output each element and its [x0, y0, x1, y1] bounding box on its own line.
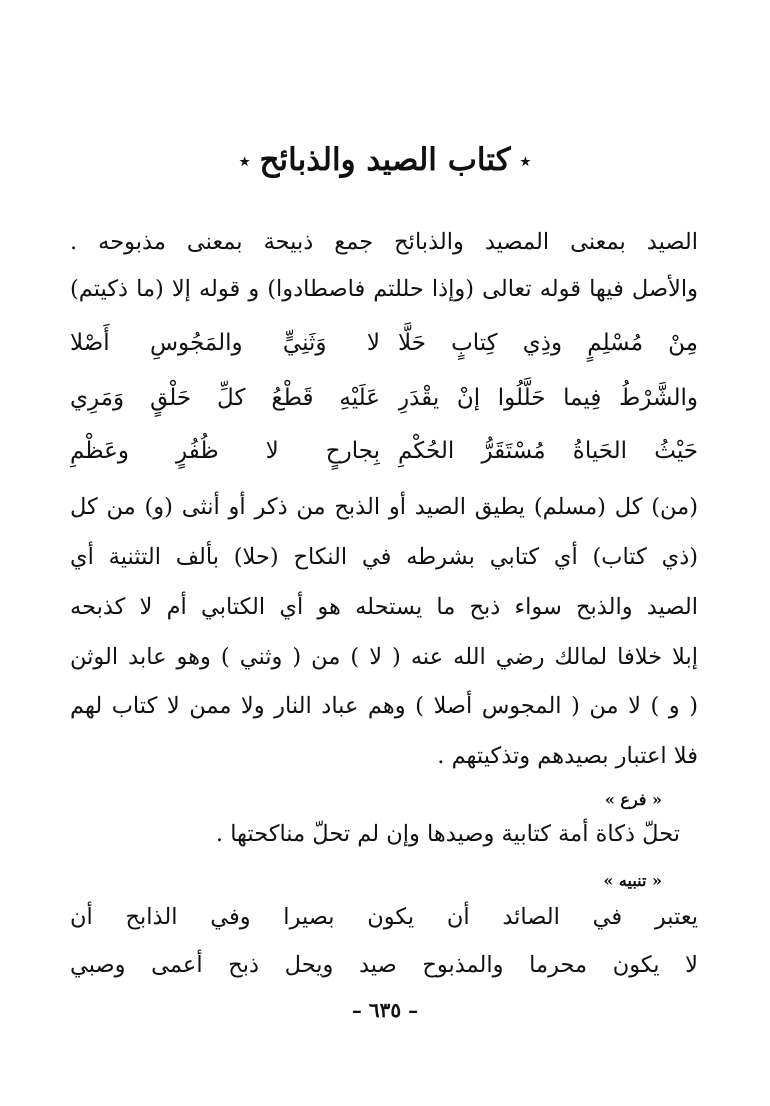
verse-2 [70, 375, 698, 421]
verse-3 [70, 428, 698, 474]
intro-line-2: والأصل فيها قوله تعالى (وإذا حللتم فاصطادوا) و قوله إلا (ما ذكيتم) [70, 276, 698, 302]
branch-heading: « فرع » [604, 790, 662, 809]
branch-text: تحلّ ذكاة أمة كتابية وصيدها وإن لم تحلّ مناكحتها . [215, 821, 680, 847]
verse-2-second-hemistich: عَلَيْهِ قَطْعُ كلِّ حَلْقٍ وَمَرِي [70, 385, 380, 411]
verse-3-second-hemistich: بِجارحٍ لا ظُفُرٍ وعَظْمِ [70, 438, 380, 464]
star-ornament-left: ٭ [239, 151, 250, 172]
commentary-line-3: الصيد والذبح سواء ذبح ما يستحله هو أي الكتابي أم لا كذبحه [70, 594, 698, 620]
verse-1-second-hemistich: لا وَثَنِيٍّ والمَجُوسِ أَصْلا [70, 330, 380, 356]
verse-3-first-hemistich: حَيْثُ الحَياةُ مُسْتَقَرُّ الحُكْمِ [398, 438, 698, 464]
commentary-line-4: إبلا خلافا لمالك رضي الله عنه ( لا ) من ( وثني ) وهو عابد الوثن [70, 644, 698, 670]
verse-2-first-hemistich: والشَّرْطُ فِيما حَلَّلُوا إنْ يقْدَرِ [398, 385, 698, 411]
intro-line-1: الصيد بمعنى المصيد والذبائح جمع ذبيحة بمعنى مذبوحه . [70, 229, 698, 255]
page-number: – ٦٣٥ – [351, 998, 419, 1022]
verse-1 [70, 320, 698, 366]
commentary-line-5: ( و ) لا من ( المجوس أصلا ) وهم عباد النار ولا ممن لا كتاب لهم [70, 693, 698, 719]
notice-line-2: لا يكون محرما والمذبوح صيد ويحل ذبح أعمى وصبي [70, 952, 698, 978]
notice-line-1: يعتبر في الصائد أن يكون بصيرا وفي الذابح أن [70, 904, 698, 930]
notice-heading: « تنبيه » [603, 871, 662, 890]
star-ornament-right: ٭ [520, 151, 531, 172]
commentary-line-6: فلا اعتبار بصيدهم وتذكيتهم . [437, 743, 698, 769]
commentary-line-2: (ذي كتاب) أي كتابي بشرطه في النكاح (حلا) بألف التثنية أي [70, 544, 698, 570]
chapter-title-text: كتاب الصيد والذبائح [259, 142, 511, 178]
commentary-line-1: (من) كل (مسلم) يطيق الصيد أو الذبح من ذكر أو أنثى (و) من كل [70, 494, 698, 520]
verse-1-first-hemistich: مِنْ مُسْلِمٍ وذِي كِتابٍ حَلَّا [398, 330, 698, 356]
chapter-title [0, 142, 770, 178]
